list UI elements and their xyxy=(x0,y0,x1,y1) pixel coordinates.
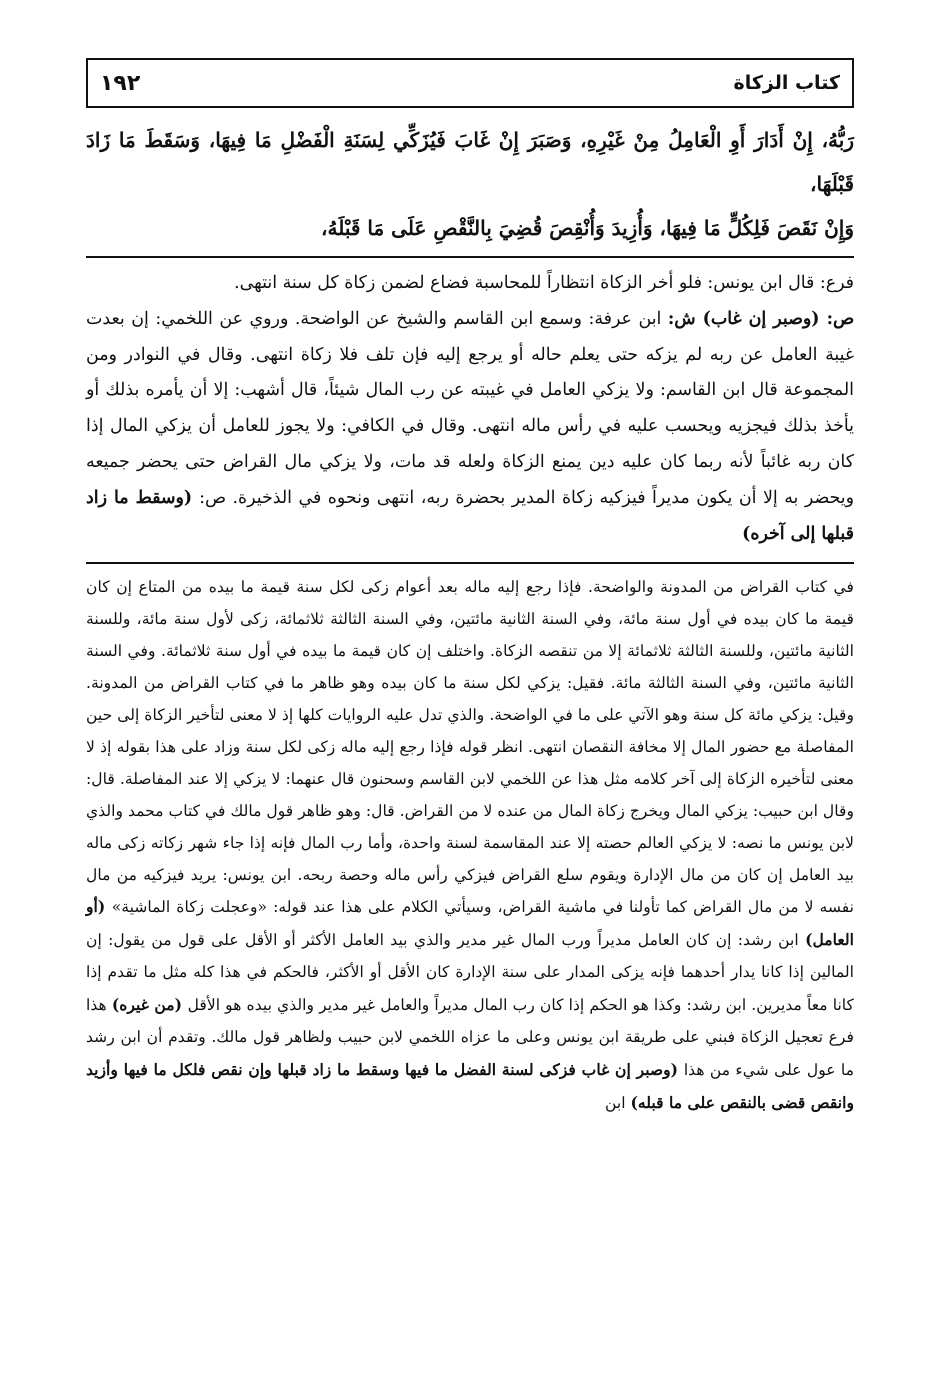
far-label: فرع: xyxy=(819,273,854,293)
margin-text-1: في كتاب القراض من المدونة والواضحة. فإذا رجع إليه ماله بعد أعوام زكى لكل سنة قيمة ما بيده من المتاع إن كان قيمة ما كان بيده في أول سنة مائة، وفي السنة الثانية مائتين، وفي السنة الثالثة ثلاثمائة، زكى لأول سنة مائة، وللسنة الثانية مائتين، وللسنة الثالثة ثلاثمائة إلا من تنقصه الزكاة. واختلف إن كان قيمة ما بيده في أول سنة ثلاثمائة. وفي السنة الثانية مائتين، وفي السنة الثالثة مائة. فقيل: يزكي لكل سنة ما كان بيده وهو ظاهر ما في كتاب القراض من المدونة. وقيل: يزكي مائة كل سنة وهو الآتي على ما في الواضحة. والذي تدل عليه الروايات كلها إذ لا معنى لتأخير الزكاة إلى حين المفاصلة مع حضور المال إلا مخافة النقصان انتهى. انظر قوله فإذا رجع إليه ماله زكى لكل سنة وزاد على هذا بقوله إذ لا معنى لتأخيره الزكاة إلى آخر كلامه مثل هذا عن اللخمي لابن القاسم وسحنون قال عنهما: لا يزكي إلا عند المفاصلة. قال: وقال ابن حبيب: يزكي المال ويخرج زكاة المال من عنده لا من القراض. قال: وهو ظاهر قول مالك في كتاب محمد والذي لابن يونس ما نصه: لا يزكي العالم حصته إلا عند المقاسمة لسنة واحدة، وأما رب المال فإنه إذا جاء شهر زكاته زكى ماله بيد العامل إن كان من مال الإدارة ويقوم سلع القراض فيزكي رأس ماله وحصة ربحه. ابن يونس: يريد فيزكيه من مال نفسه لا من مال القراض كما تأولنا في ماشية القراض، وسيأتي الكلام على هذا عند قوله: «وعجلت زكاة الماشية» xyxy=(85,578,854,917)
divider-footnote xyxy=(86,562,854,564)
far-text: قال ابن يونس: فلو أخر الزكاة انتظاراً للمحاسبة فضاع لضمن زكاة كل سنة انتهى. xyxy=(234,273,820,293)
margin-text-4: ابن xyxy=(605,1093,631,1112)
main-text-line-1: رَبُّهُ، إِنْ أَدَارَ أَوِ الْعَامِلُ مِنْ غَيْرِهِ، وَصَبَرَ إِنْ غَابَ فَيُزَكِّي لِسَنَةِ الْفَضْلِ مَا فِيهَا، وَسَقَطَ مَا زَادَ قَبْلَهَا، xyxy=(86,128,854,196)
margin-text-2: ابن رشد: إن كان العامل مديراً ورب المال غير مدير والذي بيد العامل الأكثر أو الأقل على قول من يقول: إن المالين إذا كانا يدار أحدهما فإنه يزكى المدار على سنة الإدارة كان الأقل أو الأكثر، فالحكم في هذا كله مثل ما تقدم إذا كانا معاً مديرين. ابن رشد: وكذا هو الحكم إذا كان رب المال مديراً والعامل غير مدير والذي بيده هو الأقل xyxy=(86,931,854,1015)
document-page xyxy=(86,58,854,1354)
margin-commentary-para xyxy=(86,572,854,1119)
page-number: ١٩٢ xyxy=(100,70,141,96)
margin-quote-amil: (أو العامل) xyxy=(86,897,854,950)
margin-commentary xyxy=(86,572,854,1119)
chapter-title: كتاب الزكاة xyxy=(733,72,840,94)
running-header xyxy=(86,58,854,108)
margin-text-3: هذا فرع تعجيل الزكاة فبني على طريقة ابن يونس وعلى ما عزاه اللخمي لابن حبيب ولظاهر قول مالك. وتقدم أن ابن رشد ما عول على شيء من هذا xyxy=(86,996,854,1079)
commentary-para-2 xyxy=(86,302,854,553)
sad-label-2: ص: xyxy=(199,487,233,508)
commentary-text: ابن عرفة: وسمع ابن القاسم والشيخ عن الواضحة. وروي عن اللخمي: إن بعدت غيبة العامل عن ربه لم يزكه حتى يعلم حاله أو يرجع إليه فإن تلف فلا زكاة انتهى. وقال في النوادر ومن المجموعة قال ابن القاسم: ولا يزكي العامل في غيبته عن رب المال شيئاً، قال أشهب: إلا أن يأمره بذلك أو يأخذ بذلك فيجزيه ويحسب عليه في رأس ماله انتهى. وقال في الكافي: ولا يجوز للعامل أن يزكي المال إذا كان ربه غائباً لأنه ربما كان عليه دين يمنع الزكاة ولعله قد مات، ولا يزكي مال القراض حتى يحضر جميعه ويحضر به إلا أن يكون مديراً فيزكيه زكاة المدير بحضرة ربه، انتهى ونحوه في الذخيرة. xyxy=(86,308,854,508)
commentary xyxy=(86,266,854,552)
main-text xyxy=(86,118,854,250)
shin-label: ش: xyxy=(667,308,703,329)
matn-quote-sabr: (وصبر إن غاب) xyxy=(702,308,827,329)
divider-main xyxy=(86,256,854,258)
margin-quote-full: (وصبر إن غاب فزكى لسنة الفضل ما فيها وسقط ما زاد قبلها وإن نقص فلكل ما فيها وأزيد وانقص قضى بالنقص على ما قبله) xyxy=(86,1059,854,1112)
matn-quote-saqat: (وسقط ما زاد قبلها إلى آخره) xyxy=(86,487,854,544)
sad-label: ص: xyxy=(826,308,855,329)
main-text-line-2: وَإِنْ نَقَصَ فَلِكُلٍّ مَا فِيهَا، وَأُزِيدَ وَأُنْقِصَ قُضِيَ بِالنَّقْصِ عَلَى مَا قَبْلَهُ، xyxy=(321,216,854,240)
commentary-para-1 xyxy=(86,266,854,302)
margin-quote-min-ghayrih: (من غيره) xyxy=(111,995,188,1015)
